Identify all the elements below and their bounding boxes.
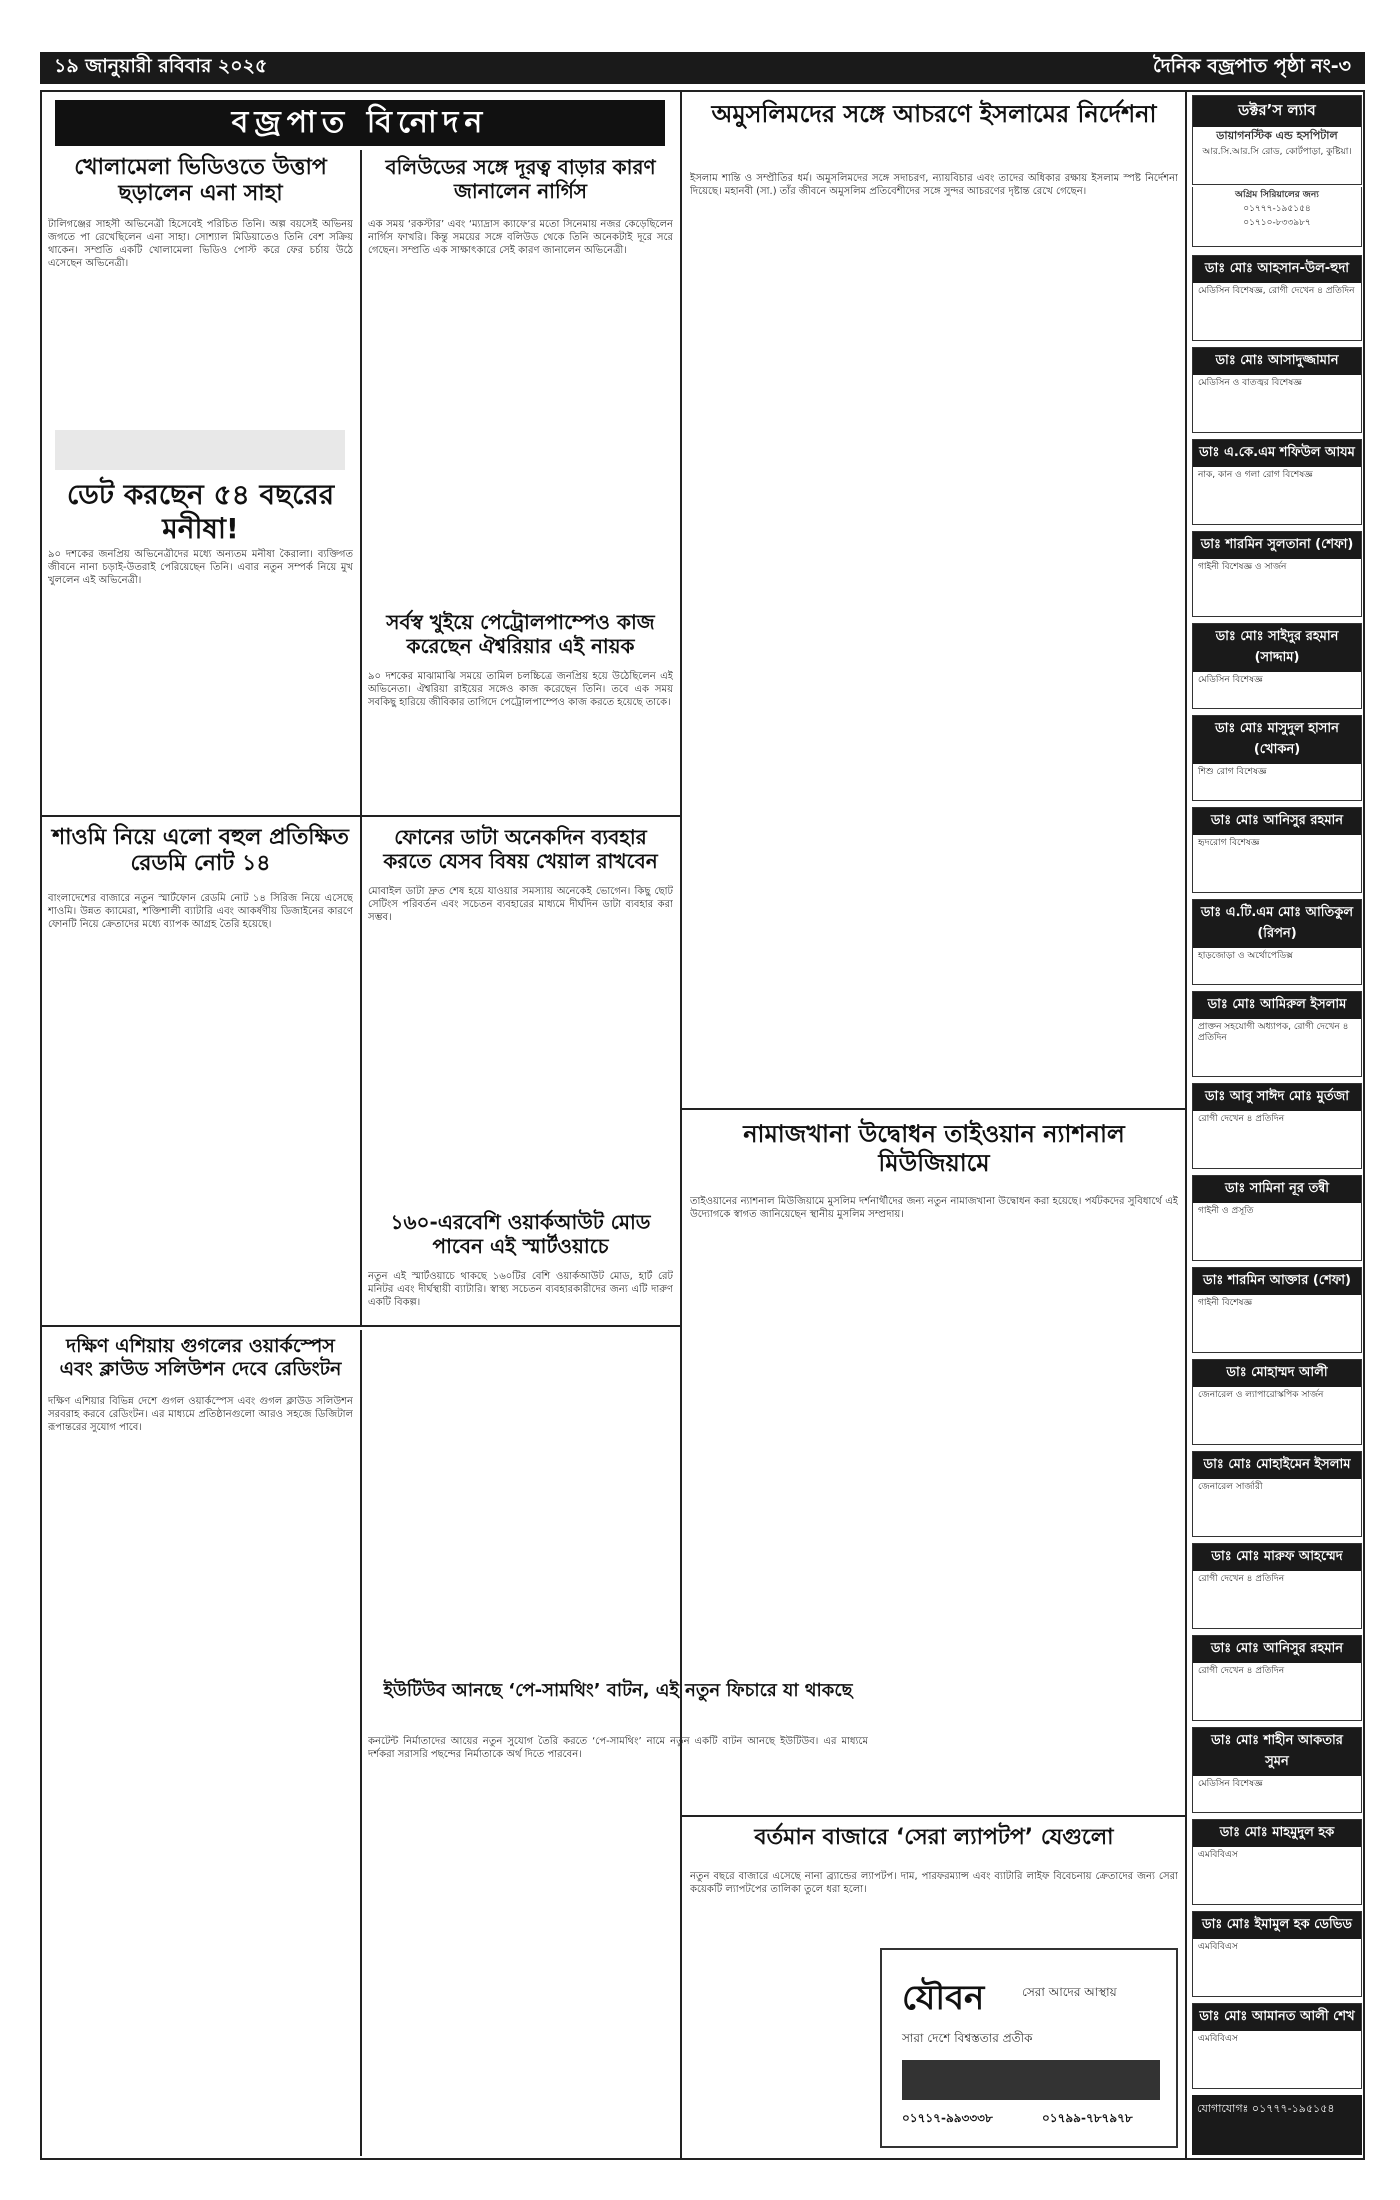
doctor-card	[1192, 715, 1362, 801]
article-body: কনটেন্ট নির্মাতাদের আয়ের নতুন সুযোগ তৈরি করতে ‘পে-সামথিং’ নামে নতুন একটি বাটন আনছে ইউটিউব। এর মাধ্যমে দর্শকরা সরাসরি পছন্দের নির্মাতাকে অর্থ দিতে পারবেন।	[368, 1736, 868, 1760]
hotline-box	[1192, 2095, 1362, 2155]
doctor-detail: হাড়জোড়া ও অর্থোপেডিক্স	[1198, 951, 1293, 961]
doctor-name: ডাঃ মোঃ মারুফ আহম্মেদ	[1193, 1544, 1361, 1571]
section-banner: বজ্রপাত বিনোদন	[55, 100, 665, 146]
article-title: বলিউডের সঙ্গে দূরত্ব বাড়ার কারণ জানালেন নার্গিস	[385, 155, 656, 203]
doctor-card	[1192, 1635, 1362, 1721]
ad-brand: যৌবন	[902, 1978, 985, 2018]
clinic-address: আর.সি.আর.সি রোড, কোর্টপাড়া, কুষ্টিয়া।	[1202, 147, 1352, 157]
doctor-detail: এমবিবিএস	[1198, 1942, 1238, 1952]
doctor-name: ডাঃ এ.টি.এম মোঃ আতিকুল (রিপন)	[1193, 900, 1361, 948]
doctor-card	[1192, 531, 1362, 617]
doctor-name: ডাঃ এ.কে.এম শফিউল আযম	[1193, 440, 1361, 467]
article-body: দক্ষিণ এশিয়ার বিভিন্ন দেশে গুগল ওয়ার্কস্পেস এবং গুগল ক্লাউড সলিউশন সরবরাহ করবে রেডিংটন। এর মাধ্যমে প্রতিষ্ঠানগুলো আরও সহজে ডিজিটাল রূপান্তরের সুযোগ পাবে।	[48, 1396, 353, 1433]
doctor-name: ডাঃ মোঃ আনিসুর রহমান	[1193, 1636, 1361, 1663]
section-rule	[42, 815, 680, 817]
doctor-card	[1192, 1175, 1362, 1261]
page-header	[40, 52, 1365, 84]
doctor-detail: এমবিবিএস	[1198, 2034, 1238, 2044]
article-body: ইসলাম শান্তি ও সম্প্রীতির ধর্ম। অমুসলিমদের সঙ্গে সদাচরণ, ন্যায়বিচার এবং তাদের অধিকার রক্ষায় ইসলাম স্পষ্ট নির্দেশনা দিয়েছে। মহানবী (সা.) তাঁর জীবনে অমুসলিম প্রতিবেশীদের সঙ্গে সুন্দর আচরণের দৃষ্টান্ত রেখে গেছেন।	[690, 173, 1178, 197]
header-paper-page: দৈনিক বজ্রপাত পৃষ্ঠা নং-৩	[1152, 55, 1351, 77]
article-title: খোলামেলা ভিডিওতে উত্তাপ ছড়ালেন এনা সাহা	[74, 155, 327, 207]
article-body: বাংলাদেশের বাজারে নতুন স্মার্টফোন রেডমি নোট ১৪ সিরিজ নিয়ে এসেছে শাওমি। উন্নত ক্যামেরা, শক্তিশালী ব্যাটারি এবং আকর্ষণীয় ডিজাইনের কারণে ফোনটি নিয়ে ক্রেতাদের মধ্যে ব্যাপক আগ্রহ তৈরি হয়েছে।	[48, 893, 353, 930]
doctor-card	[1192, 807, 1362, 893]
clinic-contact	[1192, 187, 1362, 247]
doctor-detail: শিশু রোগ বিশেষজ্ঞ	[1198, 767, 1267, 777]
clinic-header-ad	[1192, 95, 1362, 185]
doctor-name: ডাঃ মোঃ মাসুদুল হাসান (খোকন)	[1193, 716, 1361, 764]
article-title: বর্তমান বাজারে ‘সেরা ল্যাপটপ’ যেগুলো	[754, 1825, 1114, 1850]
doctor-card	[1192, 623, 1362, 709]
doctor-name: ডাঃ মোঃ আনিসুর রহমান	[1193, 808, 1361, 835]
doctor-detail: গাইনী বিশেষজ্ঞ	[1198, 1298, 1253, 1308]
doctor-detail: মেডিসিন বিশেষজ্ঞ, রোগী দেখেন ৪ প্রতিদিন	[1198, 286, 1355, 296]
doctor-card	[1192, 991, 1362, 1077]
clinic-phone: ০১৭৭৭-১৯৫১৫৪	[1243, 204, 1311, 214]
ad-tagline: সেরা আদের আস্থায়	[1022, 1985, 1117, 1999]
doctor-card	[1192, 1359, 1362, 1445]
article-body: মোবাইল ডাটা দ্রুত শেষ হয়ে যাওয়ার সমস্যায় অনেকেই ভোগেন। কিছু ছোট সেটিংস পরিবর্তন এবং সচেতন ব্যবহারের মাধ্যমে দীর্ঘদিন ডাটা ব্যবহার করা সম্ভব।	[368, 886, 673, 923]
doctor-name: ডাঃ মোঃ মোহাইমেন ইসলাম	[1193, 1452, 1361, 1479]
advertisement	[880, 1948, 1178, 2148]
article-title: ডেট করছেন ৫৪ বছরের মনীষা!	[66, 478, 335, 545]
clinic-phone: ০১৭১০-৮৩৩৯৮৭	[1243, 218, 1311, 228]
doctor-name: ডাঃ মোঃ মাহমুদুল হক	[1193, 1820, 1361, 1847]
doctor-name: ডাঃ মোঃ শাহীন আকতার সুমন	[1193, 1728, 1361, 1776]
doctor-card	[1192, 1083, 1362, 1169]
article-body: টালিগঞ্জের সাহসী অভিনেত্রী হিসেবেই পরিচিত তিনি। অল্প বয়সেই অভিনয় জগতে পা রেখেছিলেন এনা সাহা। সোশ্যাল মিডিয়াতেও তিনি বেশ সক্রিয় থাকেন। সম্প্রতি একটি খোলামেলা ভিডিও পোস্ট করে ফের চর্চায় উঠে এসেছেন অভিনেত্রী।	[48, 219, 353, 269]
doctor-card	[1192, 1451, 1362, 1537]
doctor-card	[1192, 1267, 1362, 1353]
doctor-card	[1192, 439, 1362, 525]
doctor-detail: মেডিসিন বিশেষজ্ঞ	[1198, 675, 1263, 685]
hotline-label: যোগাযোগঃ	[1197, 2102, 1249, 2115]
filler-lines	[55, 430, 345, 470]
doctor-name: ডাঃ শারমিন আক্তার (শেফা)	[1193, 1268, 1361, 1295]
doctor-card	[1192, 1819, 1362, 1905]
doctor-name: ডাঃ মোঃ আমিরুল ইসলাম	[1193, 992, 1361, 1019]
doctor-card	[1192, 1911, 1362, 1997]
doctor-detail: জেনারেল সার্জারী	[1198, 1482, 1263, 1492]
doctor-detail: জেনারেল ও ল্যাপারোস্কপিক সার্জন	[1198, 1390, 1324, 1400]
ad-subline: সারা দেশে বিশ্বস্ততার প্রতীক	[902, 2031, 1033, 2045]
doctor-name: ডাঃ মোঃ ইমামুল হক ডেভিড	[1193, 1912, 1361, 1939]
doctor-detail: রোগী দেখেন ৪ প্রতিদিন	[1198, 1114, 1285, 1124]
ad-phone: ০১৭১৭-৯৯৩৩৩৮	[902, 2111, 993, 2125]
doctor-detail: গাইনী ও প্রসূতি	[1198, 1206, 1254, 1216]
article-body: ৯০ দশকের মাঝামাঝি সময়ে তামিল চলচ্চিত্রে জনপ্রিয় হয়ে উঠেছিলেন এই অভিনেতা। ঐশ্বরিয়া রাইয়ের সঙ্গেও কাজ করেছেন তিনি। তবে এক সময় সবকিছু হারিয়ে জীবিকার তাগিদে পেট্রোলপাম্পেও কাজ করতে হয়েছে তাকে।	[368, 671, 673, 708]
doctor-name: ডাঃ মোহাম্মদ আলী	[1193, 1360, 1361, 1387]
hotline-phone: ০১৭৭৭-১৯৫১৫৪	[1251, 2102, 1335, 2115]
section-rule	[682, 1108, 1185, 1110]
doctor-name: ডাঃ মোঃ সাইদুর রহমান (সাদ্দাম)	[1193, 624, 1361, 672]
doctor-detail: মেডিসিন ও বাতজ্বর বিশেষজ্ঞ	[1198, 378, 1302, 388]
doctor-detail: প্রাক্তন সহযোগী অধ্যাপক, রোগী দেখেন ৪ প্রতিদিন	[1198, 1022, 1349, 1043]
doctor-name: ডাঃ শারমিন সুলতানা (শেফা)	[1193, 532, 1361, 559]
sidebar-rule	[1185, 92, 1187, 2158]
doctor-card	[1192, 255, 1362, 341]
column-rule	[360, 1330, 362, 2156]
article-title: ১৬০-এরবেশি ওয়ার্কআউট মোড পাবেন এই স্মার্টওয়াচে	[390, 1210, 651, 1258]
doctor-detail: রোগী দেখেন ৪ প্রতিদিন	[1198, 1666, 1285, 1676]
ad-banner-graphic	[902, 2060, 1160, 2100]
doctor-detail: রোগী দেখেন ৪ প্রতিদিন	[1198, 1574, 1285, 1584]
doctor-detail: গাইনী বিশেষজ্ঞ ও সার্জন	[1198, 562, 1287, 572]
article-body: নতুন এই স্মার্টওয়াচে থাকছে ১৬০টির বেশি ওয়ার্কআউট মোড, হার্ট রেট মনিটর এবং দীর্ঘস্থায়ী ব্যাটারি। স্বাস্থ্য সচেতন ব্যবহারকারীদের জন্য এটি দারুণ একটি বিকল্প।	[368, 1271, 673, 1308]
header-date: ১৯ জানুয়ারী রবিবার ২০২৫	[54, 55, 268, 77]
article-title: শাওমি নিয়ে এলো বহুল প্রতিক্ষিত রেডমি নোট ১৪	[52, 825, 349, 877]
doctor-name: ডাঃ মোঃ আসাদুজ্জামান	[1193, 348, 1361, 375]
article-title: নামাজখানা উদ্বোধন তাইওয়ান ন্যাশনাল মিউজিয়ামে	[743, 1120, 1125, 1177]
article-body: নতুন বছরে বাজারে এসেছে নানা ব্র্যান্ডের ল্যাপটপ। দাম, পারফরম্যান্স এবং ব্যাটারি লাইফ বিবেচনায় ক্রেতাদের জন্য সেরা কয়েকটি ল্যাপটপের তালিকা তুলে ধরা হলো।	[690, 1871, 1178, 1895]
doctor-detail: এমবিবিএস	[1198, 1850, 1238, 1860]
article-body: ৯০ দশকের জনপ্রিয় অভিনেত্রীদের মধ্যে অন্যতম মনীষা কৈরালা। ব্যক্তিগত জীবনে নানা চড়াই-উতরাই পেরিয়েছেন তিনি। এবার নতুন সম্পর্ক নিয়ে মুখ খুললেন এই অভিনেত্রী।	[48, 549, 353, 586]
ad-phone: ০১৭৯৯-৭৮৭৯৭৮	[1042, 2111, 1133, 2125]
clinic-title: ডক্টর’স ল্যাব	[1193, 96, 1361, 127]
doctor-detail: হৃদরোগ বিশেষজ্ঞ	[1198, 838, 1260, 848]
article-title: সর্বস্ব খুইয়ে পেট্রোলপাম্পেও কাজ করেছেন ঐশ্বরিয়ার এই নায়ক	[386, 610, 655, 658]
doctor-name: ডাঃ মোঃ আহসান-উল-হুদা	[1193, 256, 1361, 283]
clinic-subtitle: ডায়াগনস্টিক এন্ড হসপিটাল	[1216, 129, 1338, 142]
doctor-card	[1192, 1727, 1362, 1813]
article-title: অমুসলিমদের সঙ্গে আচরণে ইসলামের নির্দেশনা	[711, 100, 1157, 128]
doctor-card	[1192, 899, 1362, 985]
article-body: এক সময় ‘রকস্টার’ এবং ‘ম্যাদ্রাস ক্যাফে’র মতো সিনেমায় নজর কেড়েছিলেন নার্গিস ফাখরি। কিন্তু সময়ের সঙ্গে বলিউড থেকে তিনি অনেকটাই দূরে সরে গেছেন। সম্প্রতি এক সাক্ষাৎকারে সেই কারণ জানালেন অভিনেত্রী।	[368, 219, 673, 256]
doctor-detail: মেডিসিন বিশেষজ্ঞ	[1198, 1779, 1263, 1789]
doctor-card	[1192, 1543, 1362, 1629]
doctor-detail: নাক, কান ও গলা রোগ বিশেষজ্ঞ	[1198, 470, 1313, 480]
article-title: দক্ষিণ এশিয়ায় গুগলের ওয়ার্কস্পেস এবং ক্লাউড সলিউশন দেবে রেডিংটন	[59, 1335, 342, 1380]
clinic-note: অগ্রিম সিরিয়ালের জন্য	[1235, 190, 1319, 200]
doctor-name: ডাঃ মোঃ আমানত আলী শেখ	[1193, 2004, 1361, 2031]
doctor-name: ডাঃ সামিনা নূর তন্বী	[1193, 1176, 1361, 1203]
article-title: ইউটিউব আনছে ‘পে-সামথিং’ বাটন, এই নতুন ফিচারে যা থাকছে	[383, 1680, 853, 1701]
column-rule	[360, 150, 362, 1325]
doctor-name: ডাঃ আবু সাঈদ মোঃ মুর্তজা	[1193, 1084, 1361, 1111]
doctor-card	[1192, 2003, 1362, 2089]
article-title: ফোনের ডাটা অনেকদিন ব্যবহার করতে যেসব বিষয় খেয়াল রাখবেন	[383, 825, 658, 873]
doctor-card	[1192, 347, 1362, 433]
article-body: তাইওয়ানের ন্যাশনাল মিউজিয়ামে মুসলিম দর্শনার্থীদের জন্য নতুন নামাজখানা উদ্বোধন করা হয়েছে। পর্যটকদের সুবিধার্থে এই উদ্যোগকে স্বাগত জানিয়েছেন স্থানীয় মুসলিম সম্প্রদায়।	[690, 1196, 1178, 1220]
